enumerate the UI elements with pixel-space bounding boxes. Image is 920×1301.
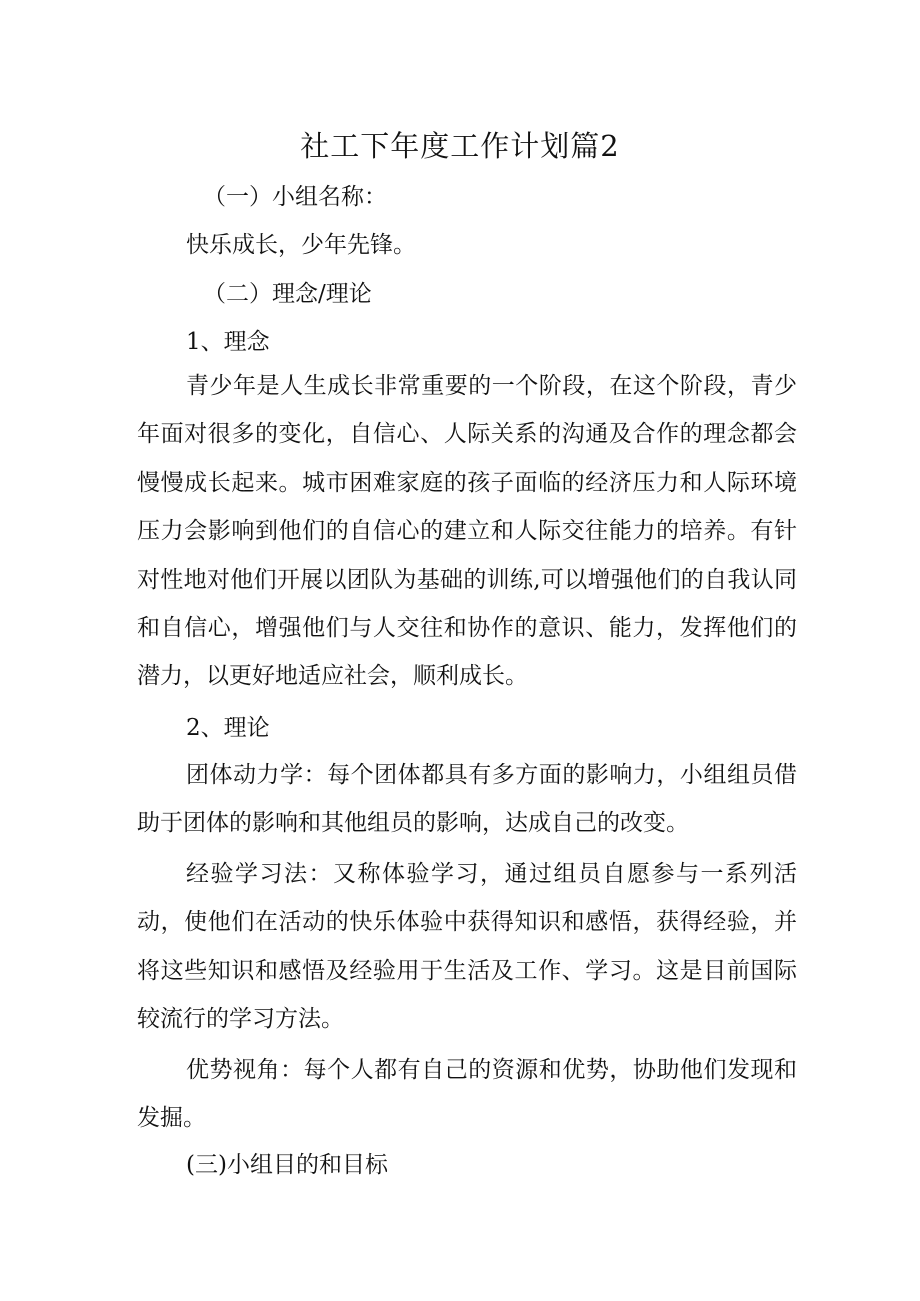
theory-experiential-learning-paragraph: 经验学习法：又称体验学习，通过组员自愿参与一系列活动，使他们在活动的快乐体验中获得知识和感悟，获得经验，并将这些知识和感悟及经验用于生活及工作、学习。这是目前国际较流行的学习方法。	[137, 861, 797, 1033]
concept-theory-heading: （二）理念/理论	[203, 281, 372, 307]
goals-heading: (三)小组目的和目标	[186, 1152, 388, 1178]
theory-group-dynamics-paragraph: 团体动力学：每个团体都具有多方面的影响力，小组组员借助于团体的影响和其他组员的影响，达成自己的改变。	[137, 762, 797, 837]
theory-heading: 2、理论	[186, 715, 270, 741]
document-title: 社工下年度工作计划篇2	[300, 129, 620, 163]
group-name-text: 快乐成长，少年先锋。	[186, 232, 416, 258]
theory-strengths-perspective-paragraph: 优势视角：每个人都有自己的资源和优势，协助他们发现和发掘。	[137, 1057, 797, 1132]
concept-heading: 1、理念	[186, 329, 270, 355]
concept-paragraph: 青少年是人生成长非常重要的一个阶段，在这个阶段，青少年面对很多的变化，自信心、人际关系的沟通及合作的理念都会慢慢成长起来。城市困难家庭的孩子面临的经济压力和人际环境压力会影响到他们的自信心的建立和人际交往能力的培养。有针对性地对他们开展以团队为基础的训练,可以增强他们的自我认同和自信心，增强他们与人交往和协作的意识、能力，发挥他们的潜力，以更好地适应社会，顺利成长。	[137, 373, 797, 690]
group-name-heading: （一）小组名称：	[203, 184, 387, 210]
